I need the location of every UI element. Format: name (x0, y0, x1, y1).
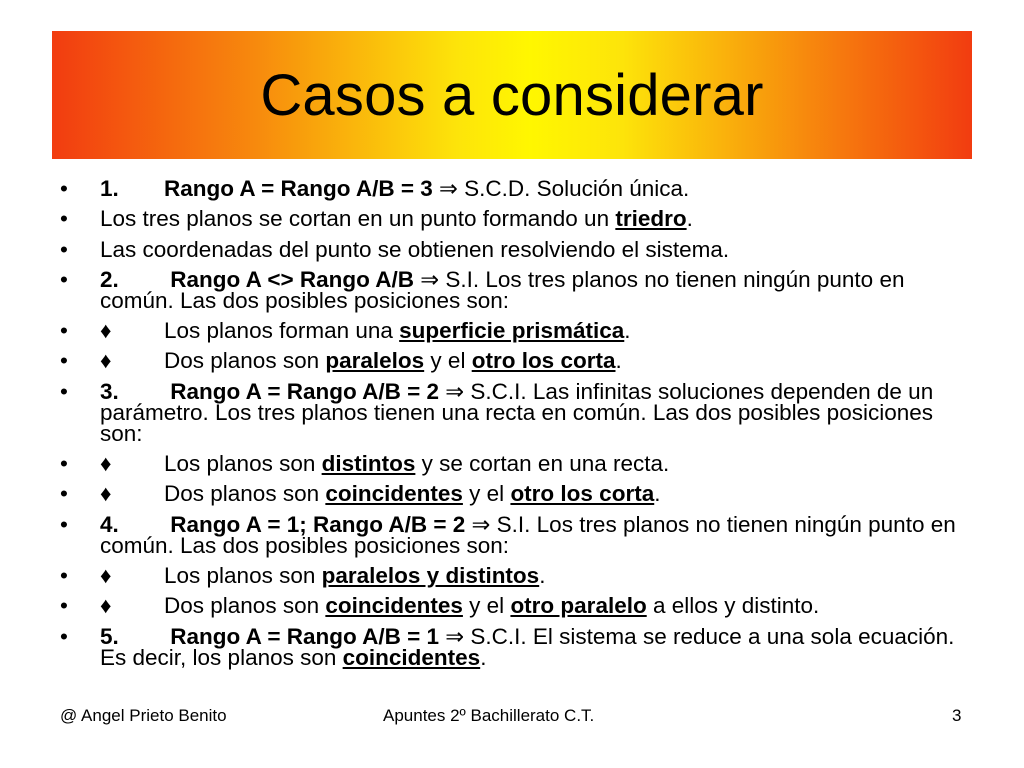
key-term: triedro (615, 206, 687, 232)
diamond-icon: ♦ (100, 318, 112, 344)
bullet-text: ⇒ S.I. Los tres planos no tienen ningún punto en común. Las dos posibles posiciones son: (100, 511, 956, 558)
bullet-item (60, 348, 965, 374)
bullet-item (60, 511, 965, 558)
diamond-icon: ♦ (100, 481, 112, 507)
bullet-text: . (615, 348, 622, 374)
bullet-item (60, 236, 965, 262)
bullet-item (60, 623, 965, 670)
diamond-icon: ♦ (100, 451, 112, 477)
bullet-item (60, 481, 965, 507)
bullet-text: y se cortan en una recta. (415, 451, 670, 477)
bullet-text: . (624, 318, 631, 344)
rank-condition: Rango A = Rango A/B = 2 (164, 378, 440, 404)
rank-condition: Rango A = Rango A/B = 3 (164, 176, 433, 201)
bullet-text: . (480, 644, 487, 670)
bullet-item (60, 206, 965, 232)
bullet-text: y el (424, 348, 472, 374)
bullet-text: Dos planos son (164, 481, 326, 507)
diamond-icon: ♦ (100, 593, 112, 619)
bullet-item (60, 451, 965, 477)
footer-author: @ Angel Prieto Benito (60, 706, 227, 725)
key-term: coincidentes (325, 593, 463, 619)
bullet-text: . (539, 562, 546, 588)
slide-title: Casos a considerar (260, 62, 764, 128)
bullet-text: Los planos son (164, 562, 322, 588)
diamond-icon: ♦ (100, 348, 112, 374)
bullet-item (60, 318, 965, 344)
bullet-text: . (686, 206, 693, 232)
rank-condition: Rango A = Rango A/B = 1 (164, 623, 440, 649)
bullet-text: ⇒ S.C.I. El sistema se reduce a una sola ecuación. Es decir, los planos son (100, 623, 955, 670)
footer-course: Apuntes 2º Bachillerato C.T. (383, 706, 595, 725)
bullet-list (60, 178, 965, 677)
case-number: 1. (100, 176, 119, 201)
bullet-text: Dos planos son (164, 348, 326, 374)
bullet-text: Las coordenadas del punto se obtienen resolviendo el sistema. (100, 236, 730, 262)
key-term: coincidentes (342, 644, 481, 670)
key-term: otro los corta (471, 348, 616, 374)
key-term: distintos (321, 451, 416, 477)
bullet-text: y el (462, 593, 511, 619)
diamond-icon: ♦ (100, 562, 112, 588)
bullet-text: ⇒ S.C.I. Las infinitas soluciones dependen de un parámetro. Los tres planos tienen una recta en común. Las dos posibles posiciones son: (100, 378, 934, 446)
bullet-item (60, 266, 965, 313)
bullet-text: Los planos son (164, 451, 322, 477)
bullet-item (60, 378, 965, 446)
bullet-text: . (654, 481, 661, 507)
bullet-text: Los tres planos se cortan en un punto formando un (100, 206, 616, 232)
bullet-item (60, 593, 965, 619)
bullet-text: Los planos forman una (164, 318, 400, 344)
key-term: superficie prismática (399, 318, 625, 344)
case-number: 4. (100, 511, 119, 537)
case-number: 3. (100, 378, 119, 404)
title-banner (52, 31, 972, 159)
rank-condition: Rango A <> Rango A/B (164, 266, 415, 292)
key-term: otro los corta (510, 481, 655, 507)
key-term: paralelos y distintos (321, 562, 540, 588)
footer-page-number: 3 (952, 706, 962, 725)
key-term: otro paralelo (510, 593, 647, 619)
bullet-text: ⇒ S.I. Los tres planos no tienen ningún punto en común. Las dos posibles posiciones son: (100, 266, 905, 313)
rank-condition: Rango A = 1; Rango A/B = 2 (164, 511, 466, 537)
key-term: coincidentes (325, 481, 463, 507)
bullet-text: ⇒ S.C.D. Solución única. (432, 176, 690, 201)
bullet-text: a ellos y distinto. (646, 593, 820, 619)
bullet-text: Dos planos son (164, 593, 326, 619)
bullet-text: y el (462, 481, 511, 507)
case-number: 2. (100, 266, 119, 292)
key-term: paralelos (325, 348, 425, 374)
bullet-item (60, 178, 965, 199)
case-number: 5. (100, 623, 119, 649)
bullet-item (60, 562, 965, 588)
